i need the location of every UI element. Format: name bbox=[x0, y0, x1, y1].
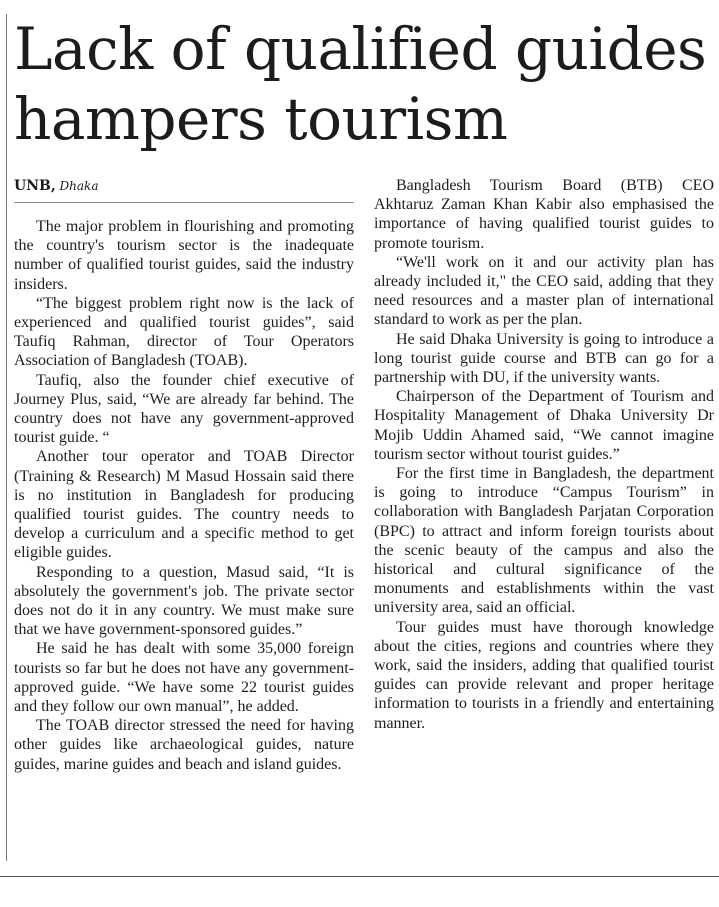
paragraph: The major problem in flourishing and promoting the country's tourism sector is the inadequate number of qualified tourist guides, said the industry insiders. bbox=[14, 218, 354, 293]
article-column-1 bbox=[14, 217, 354, 774]
paragraph: Taufiq, also the founder chief executive of Journey Plus, said, “We are already far behind. The country does not have any government-approved tourist guide. “ bbox=[14, 371, 354, 447]
paragraph: Bangladesh Tourism Board (BTB) CEO Akhtaruz Zaman Khan Kabir also emphasised the importance of having qualified tourist guides to promote tourism. bbox=[374, 177, 714, 252]
headline-line-1: Lack of qualified guides bbox=[14, 15, 707, 83]
byline-place: Dhaka bbox=[59, 179, 99, 193]
byline bbox=[14, 178, 354, 203]
paragraph: He said Dhaka University is going to introduce a long tourist guide course and BTB can go for a partnership with DU, if the university wants. bbox=[374, 330, 714, 387]
paragraph: He said he has dealt with some 35,000 foreign tourists so far but he does not have any government-approved guide. “We have some 22 tourist guides and they follow our own manual”, he added. bbox=[14, 640, 354, 716]
paragraph: The TOAB director stressed the need for having other guides like archaeological guides, nature guides, marine guides and beach and island guides. bbox=[14, 717, 354, 773]
paragraph: Chairperson of the Department of Tourism and Hospitality Management of Dhaka University Dr Mojib Uddin Ahamed said, “We cannot imagine tourism sector without tourist guides.” bbox=[374, 388, 714, 463]
paragraph: Another tour operator and TOAB Director (Training & Research) M Masud Hossain said there is no institution in Bangladesh for producing qualified tourist guides. The country needs to develop a curriculum and a specific method to get eligible guides. bbox=[14, 448, 354, 562]
paragraph: Responding to a question, Masud said, “It is absolutely the government's job. The private sector does not do it in any country. We must make sure that we have government-sponsored guides.” bbox=[14, 563, 354, 639]
headline bbox=[14, 14, 714, 154]
paragraph: “We'll work on it and our activity plan has already included it," the CEO said, adding that they need resources and a master plan of international standard to work as per the plan. bbox=[374, 253, 714, 329]
byline-source: UNB, bbox=[14, 178, 56, 194]
headline-line-2: hampers tourism bbox=[14, 85, 508, 153]
left-column-rule bbox=[6, 14, 7, 861]
paragraph: Tour guides must have thorough knowledge about the cities, regions and countries where they work, said the insiders, adding that qualified tourist guides can provide relevant and proper heritage information to tourists in a friendly and entertaining manner. bbox=[374, 618, 714, 732]
article-column-2 bbox=[374, 176, 714, 733]
bottom-rule bbox=[0, 876, 719, 877]
paragraph: For the first time in Bangladesh, the department is going to introduce “Campus Tourism” in collaboration with Bangladesh Parjatan Corporation (BPC) to attract and inform foreign tourists about the scenic beauty of the campus and also the historical and cultural significance of the monuments and establishments within the vast university area, said an official. bbox=[374, 465, 714, 617]
paragraph: “The biggest problem right now is the lack of experienced and qualified tourist guides”, said Taufiq Rahman, director of Tour Operators Association of Bangladesh (TOAB). bbox=[14, 294, 354, 370]
